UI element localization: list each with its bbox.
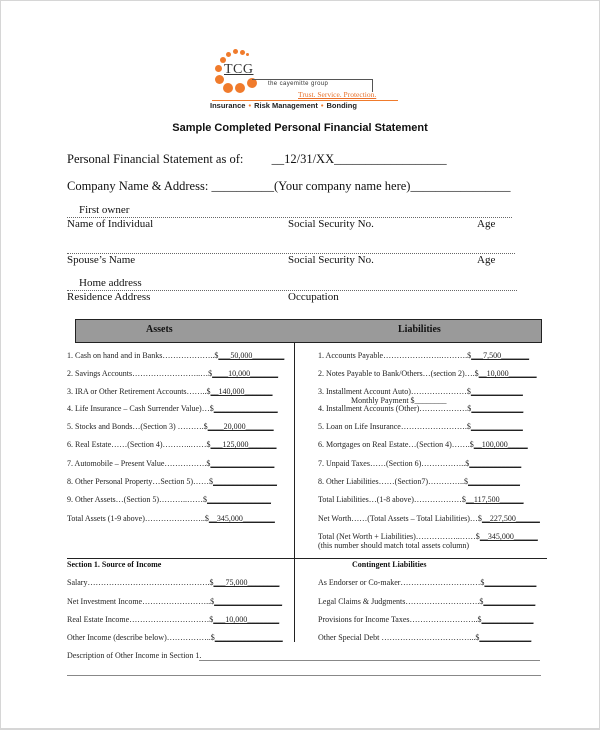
assets-header: Assets: [146, 324, 173, 335]
other-income-description-field[interactable]: [199, 660, 540, 661]
logo-dot: [240, 50, 245, 55]
contingent-row: [318, 597, 535, 606]
logo-abbr: TCG: [224, 62, 254, 77]
asset-label: 8. Other Personal Property…Section 5)……$: [67, 477, 213, 486]
income-row: [67, 597, 282, 606]
contingent-value-field[interactable]: _____________: [484, 578, 537, 587]
logo-slogan: Trust. Service. Protection.: [298, 90, 377, 99]
company-field[interactable]: __________(Your company name here)________________: [211, 179, 511, 193]
spouse-ssn-label: Social Security No.: [288, 254, 374, 266]
asset-row: [67, 495, 271, 504]
asset-row: [67, 440, 277, 449]
other-income-description-field-2[interactable]: [67, 675, 541, 676]
logo-dot: [226, 52, 231, 57]
asset-value-field[interactable]: ____10,000_______: [212, 369, 279, 378]
liability-label: 7. Unpaid Taxes……(Section 6)……………..$: [318, 459, 470, 468]
contingent-value-field[interactable]: _____________: [479, 633, 532, 642]
income-row: [67, 633, 283, 642]
contingent-row: [318, 633, 531, 642]
asset-value-field[interactable]: ________________: [213, 404, 278, 413]
asset-label: 3. IRA or Other Retirement Accounts……..$: [67, 387, 211, 396]
asset-value-field[interactable]: ____20,000_______: [207, 422, 274, 431]
contingent-label: Legal Claims & Judgments……………………….$: [318, 597, 484, 606]
owner-name-field[interactable]: [67, 204, 512, 218]
contingent-label: Provisions for Income Taxes……………………..$: [318, 615, 482, 624]
liability-row: [318, 440, 528, 449]
income-label: Real Estate Income…………………………$: [67, 615, 214, 624]
asset-row: [67, 387, 273, 396]
assets-liabilities-header: [75, 319, 542, 343]
liability-value-field[interactable]: __100,000_____: [473, 440, 528, 449]
income-value-field[interactable]: _________________: [214, 633, 283, 642]
statement-date-field[interactable]: __12/31/XX__________________: [271, 152, 447, 166]
net-worth-label: Net Worth……(Total Assets – Total Liabilities)…$: [318, 514, 482, 523]
asset-label: 7. Automobile – Present Value…………….$: [67, 459, 211, 468]
logo-dot: [223, 83, 233, 93]
liability-value-field[interactable]: _____________: [467, 477, 520, 486]
asset-value-field[interactable]: ________________: [210, 459, 275, 468]
column-divider: [294, 342, 295, 642]
income-row: [67, 578, 279, 587]
service-bonding: Bonding: [326, 101, 357, 110]
logo-dot: [246, 53, 249, 56]
asset-value-field[interactable]: __140,000_______: [210, 387, 273, 396]
income-label: Other Income (describe below)……………..$: [67, 633, 215, 642]
income-value-field[interactable]: _________________: [214, 597, 283, 606]
logo-dot: [215, 65, 222, 72]
statement-date-row: [67, 152, 447, 167]
service-insurance: Insurance: [210, 101, 246, 110]
logo-dot: [235, 83, 245, 93]
asset-total-label: Total Assets (1-9 above)…………………..$: [67, 514, 209, 523]
logo-rule: [252, 79, 372, 80]
asset-label: 5. Stocks and Bonds…(Section 3) ……….$: [67, 422, 208, 431]
liability-total-field[interactable]: __117,500______: [465, 495, 524, 504]
asset-label: 1. Cash on hand and in Banks………………..$: [67, 351, 219, 360]
contingent-value-field[interactable]: _____________: [481, 615, 534, 624]
contingent-label: Other Special Debt ……………………………...$: [318, 633, 480, 642]
asset-total-row: [67, 514, 275, 523]
asset-label: 4. Life Insurance – Cash Surrender Value)…$: [67, 404, 214, 413]
grand-total-row: [318, 532, 538, 541]
statement-date-label: Personal Financial Statement as of:: [67, 152, 244, 166]
asset-label: 6. Real Estate……(Section 4)………..……$: [67, 440, 211, 449]
liability-value-field[interactable]: _____________: [470, 422, 523, 431]
net-worth-field[interactable]: __227,500______: [481, 514, 540, 523]
grand-total-label: Total (Net Worth + Liabilities)……………..……$: [318, 532, 480, 541]
asset-value-field[interactable]: ________________: [212, 477, 277, 486]
document-title: Sample Completed Personal Financial Statement: [172, 122, 428, 134]
liability-value-field[interactable]: ___7,500_______: [471, 351, 530, 360]
liability-label: 4. Installment Accounts (Other)………………$: [318, 404, 472, 413]
grand-total-note: (this number should match total assets column): [318, 541, 470, 550]
company-label: Company Name & Address:: [67, 179, 209, 193]
asset-total-field[interactable]: __345,000________: [208, 514, 275, 523]
asset-value-field[interactable]: ___125,000_______: [210, 440, 277, 449]
liability-value-field[interactable]: _____________: [470, 387, 523, 396]
contingent-row: [318, 578, 536, 587]
liability-label: 1. Accounts Payable………………….……….$: [318, 351, 472, 360]
spouse-name-label: Spouse’s Name: [67, 254, 136, 266]
income-label: Net Investment Income……………………..$: [67, 597, 215, 606]
liability-label: 6. Mortgages on Real Estate…(Section 4)…….$: [318, 440, 474, 449]
liability-row: [318, 422, 523, 431]
residence-address-value: Home address: [79, 277, 142, 289]
monthly-payment-field[interactable]: Monthly Payment $________: [351, 396, 447, 405]
asset-row: [67, 369, 278, 378]
bullet-icon: •: [248, 101, 252, 110]
liability-label: 3. Installment Account Auto)…………………$: [318, 387, 471, 396]
asset-value-field[interactable]: ________________: [207, 495, 271, 504]
logo-services: [210, 101, 357, 110]
liability-row: [318, 459, 521, 468]
liability-row: [318, 477, 520, 486]
asset-label: 9. Other Assets…(Section 5)………..……$: [67, 495, 207, 504]
contingent-label: As Endorser or Co-maker…………………………$: [318, 578, 485, 587]
other-income-description-label: Description of Other Income in Section 1.: [67, 651, 202, 660]
asset-value-field[interactable]: ___50,000________: [218, 351, 285, 360]
owner-name-label: Name of Individual: [67, 218, 154, 230]
liability-row: [318, 387, 523, 396]
logo-dot: [233, 49, 238, 54]
logo-dot: [215, 75, 224, 84]
liability-value-field[interactable]: _____________: [471, 404, 524, 413]
income-label: Salary……………………………………….$: [67, 578, 214, 587]
contingent-section-header: Contingent Liabilities: [352, 560, 427, 569]
spouse-age-label: Age: [477, 254, 496, 266]
liability-row: [318, 369, 537, 378]
service-risk-management: Risk Management: [254, 101, 318, 110]
liability-label: 2. Notes Payable to Bank/Others…(section 2)….$: [318, 369, 479, 378]
liability-label: 8. Other Liabilities……(Section7)…………..$: [318, 477, 468, 486]
liability-value-field[interactable]: _____________: [469, 459, 522, 468]
income-section-header: Section 1. Source of Income: [67, 560, 162, 569]
asset-label: 2. Savings Accounts……………………..…$: [67, 369, 213, 378]
net-worth-row: [318, 514, 540, 523]
company-row: [67, 179, 510, 194]
residence-address-label: Residence Address: [67, 291, 151, 303]
page-bottom-edge: [0, 728, 600, 729]
grand-total-field[interactable]: __345,000______: [479, 532, 538, 541]
asset-row: [67, 459, 274, 468]
liability-label: 5. Loan on Life Insurance…………………….$: [318, 422, 471, 431]
income-value-field[interactable]: ___10,000________: [213, 615, 280, 624]
owner-ssn-label: Social Security No.: [288, 218, 374, 230]
income-value-field[interactable]: ___75,000________: [213, 578, 280, 587]
liability-row: [318, 351, 529, 360]
liabilities-header: Liabilities: [398, 324, 441, 335]
liability-total-row: [318, 495, 524, 504]
asset-row: [67, 404, 278, 413]
asset-row: [67, 351, 284, 360]
asset-row: [67, 477, 277, 486]
spouse-name-field[interactable]: [67, 240, 515, 254]
owner-name-value: First owner: [79, 204, 130, 216]
contingent-value-field[interactable]: _____________: [483, 597, 536, 606]
liability-row: [318, 404, 523, 413]
liability-value-field[interactable]: __10,000_______: [478, 369, 537, 378]
company-logo: [208, 48, 403, 110]
contingent-row: [318, 615, 534, 624]
logo-company-name: the cayemitte group: [268, 81, 329, 87]
bullet-icon: •: [320, 101, 324, 110]
income-row: [67, 615, 279, 624]
occupation-label: Occupation: [288, 291, 339, 303]
section-divider: [67, 558, 547, 559]
owner-age-label: Age: [477, 218, 496, 230]
asset-row: [67, 422, 274, 431]
liability-total-label: Total Liabilities…(1-8 above)………………$: [318, 495, 466, 504]
residence-address-field[interactable]: [67, 277, 517, 291]
